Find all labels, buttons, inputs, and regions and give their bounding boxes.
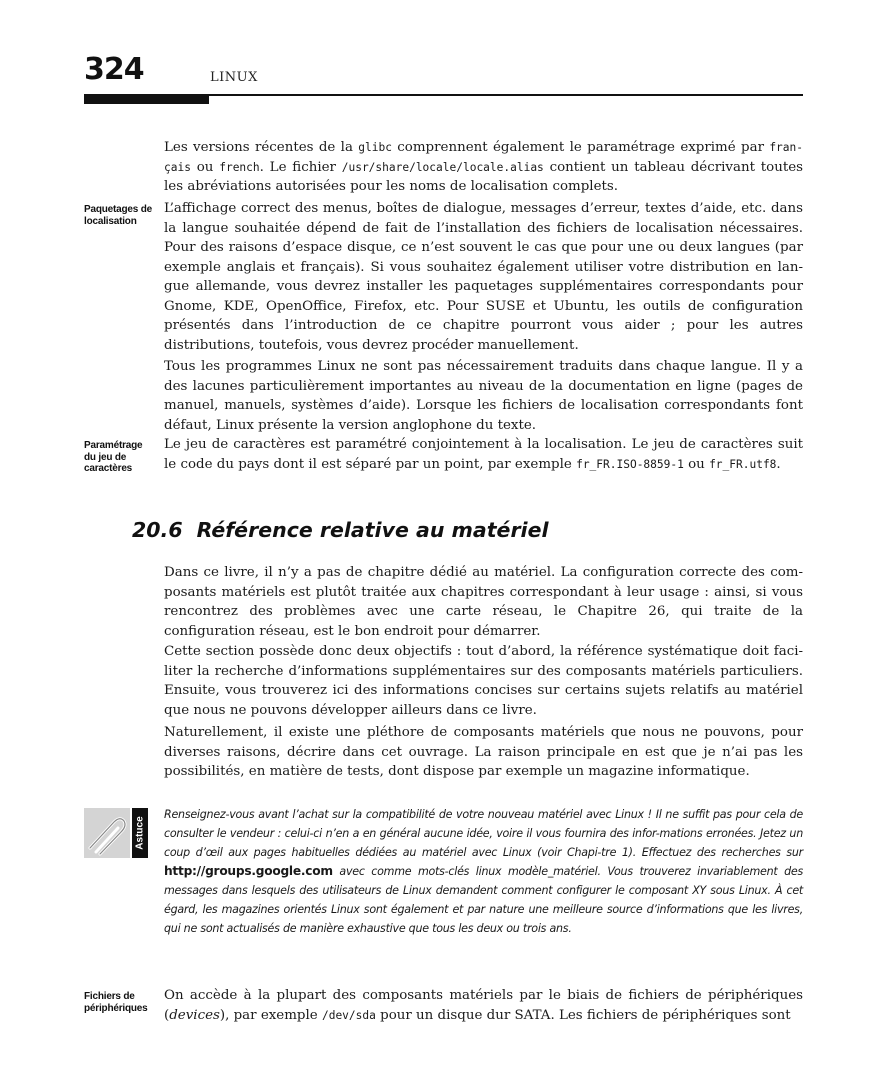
inline-code: fran-çais — [164, 141, 803, 174]
header-rule-accent — [84, 95, 209, 104]
text-run: ou — [190, 159, 220, 175]
inline-code: glibc — [358, 141, 392, 154]
text-run: pour un disque dur SATA. Les fichiers de périphériques sont — [375, 1007, 791, 1023]
section-title: Référence relative au matériel — [196, 518, 549, 542]
page-number: 324 — [84, 52, 144, 87]
text-run: ), par exemple — [219, 1007, 322, 1023]
margin-note-fichiers — [84, 991, 160, 1014]
inline-code: fr_FR.ISO-8859-1 — [576, 457, 684, 471]
tip-text — [164, 805, 803, 938]
inline-code: /usr/share/locale/locale.alias — [341, 160, 544, 174]
margin-note-parametrage — [84, 440, 160, 475]
text-run: contient un tableau décrivant toutes les abréviations autorisées pour les noms de localisation complets. — [164, 159, 803, 194]
text-run: ou — [683, 456, 710, 472]
margin-note-line: Paquetages de — [84, 204, 152, 215]
running-title: LINUX — [210, 70, 258, 85]
paragraph-charset — [164, 435, 803, 474]
margin-note-line: du jeu de — [84, 451, 127, 463]
inline-code: fr_FR.utf8 — [709, 457, 777, 471]
paragraph-localisation-packages: L’affichage correct des menus, boîtes de dialogue, messages d’erreur, textes d’aide, etc. dans la langue souhaitée dépend de fait de l’installation des fichiers de localisation nécessaires. Pour des raisons d’espace disque, ce n’est souvent le cas que pour une ou deux langues (par exemple anglais et français). Si vous souhaitez également utiliser votre distribution en lan-gue allemande, vous devrez installer les paquetages supplémentaires correspondants pour Gnome, KDE, OpenOffice, Firefox, etc. Pour SUSE et Ubuntu, les outils de configuration présentés dans l’introduction de ce chapitre pourront vous aider ; pour les autres distributions, toutefois, vous devrez procéder manuellement. — [164, 201, 803, 353]
text-run: Le jeu de caractères est paramétré conjointement à la localisation. Le jeu de caractères suit le code du pays dont il est séparé par un point, par exemple — [164, 437, 803, 472]
text-run: Renseignez-vous avant l’achat sur la compatibilité de votre nouveau matériel avec Linux ! Il ne suffit pas pour cela de consulter le vendeur : celui-ci n’en a en général aucune idée, voire il vous fournira des infor-mations erronées. Jetez un coup d’œil aux pages habituelles dédiées au matériel avec Linux (voir Chapi-tre 1). Effectuez des recherches sur — [164, 808, 803, 859]
text-emphasis: devices — [169, 1007, 220, 1023]
tip-link: http://groups.google.com — [164, 864, 333, 878]
margin-note-line: périphériques — [84, 1002, 148, 1014]
text-run: Les versions récentes de la — [164, 140, 359, 155]
paragraph-hardware-plethora: Naturellement, il existe une pléthore de composants matériels que nous ne pouvons, pour diverses raisons, décrire dans cet ouvrage. La raison principale en est que je n’ai pas les possibilités, en matière de tests, dont dispose par exemple un magazine informatique. — [164, 725, 803, 779]
tip-icon — [84, 808, 148, 860]
section-number: 20.6 — [132, 518, 183, 542]
margin-note-line: Paramétrage — [84, 440, 143, 451]
text-run: On accède à la plupart des composants matériels par le biais de fichiers de périphériques ( — [164, 988, 803, 1023]
text-run: avec comme mots-clés linux modèle_matériel. Vous trouverez invariablement des messages dans lesquels des utilisateurs de Linux demandent comment configurer le composant XY sous Linux. À cet égard, les magazines orientés Linux sont également et par nature une meilleure source d’informations que les livres, qui ne sont actualisés de manière exhaustive que tous les deux ou trois ans. — [164, 865, 803, 935]
text-run: . — [776, 456, 781, 472]
paragraph-translations: Tous les programmes Linux ne sont pas nécessairement traduits dans chaque langue. Il y a des lacunes particulièrement importantes au niveau de la documentation en ligne (pages de manuel, manuels, systèmes d’aide). Lorsque les fichiers de localisation correspondants font défaut, Linux présente la version anglophone du texte. — [164, 359, 803, 433]
paragraph-glibc-locales — [164, 138, 803, 197]
text-run: comprennent également le paramétrage exprimé par — [391, 140, 770, 155]
paragraph-device-files — [164, 986, 803, 1025]
margin-note-paquetages — [84, 204, 160, 227]
paragraph-hardware-intro: Dans ce livre, il n’y a pas de chapitre dédié au matériel. La configuration correcte des com-posants matériels est plutôt traitée aux chapitres correspondant à leur usage : ainsi, si vous rencontrez des problèmes avec une carte réseau, le Chapitre 26, qui traite de la configuration réseau, est le bon endroit pour démarrer. — [164, 565, 803, 639]
text-run: . Le fichier — [259, 159, 342, 175]
margin-note-line: caractères — [84, 463, 133, 474]
inline-code: french — [219, 160, 260, 174]
tip-label: Astuce — [134, 816, 146, 850]
section-heading — [132, 518, 549, 542]
paragraph-section-goals: Cette section possède donc deux objectifs : tout d’abord, la référence systématique doit faci-liter la recherche d’informations supplémentaires sur des composants matériels particuliers. Ensuite, vous trouverez ici des informations concises sur certains sujets relatifs au matériel que nous ne pouvons développer ailleurs dans ce livre. — [164, 644, 803, 718]
inline-code: /dev/sda — [321, 1008, 376, 1022]
margin-note-line: Fichiers de — [84, 991, 135, 1002]
margin-note-line: localisation — [84, 215, 137, 227]
